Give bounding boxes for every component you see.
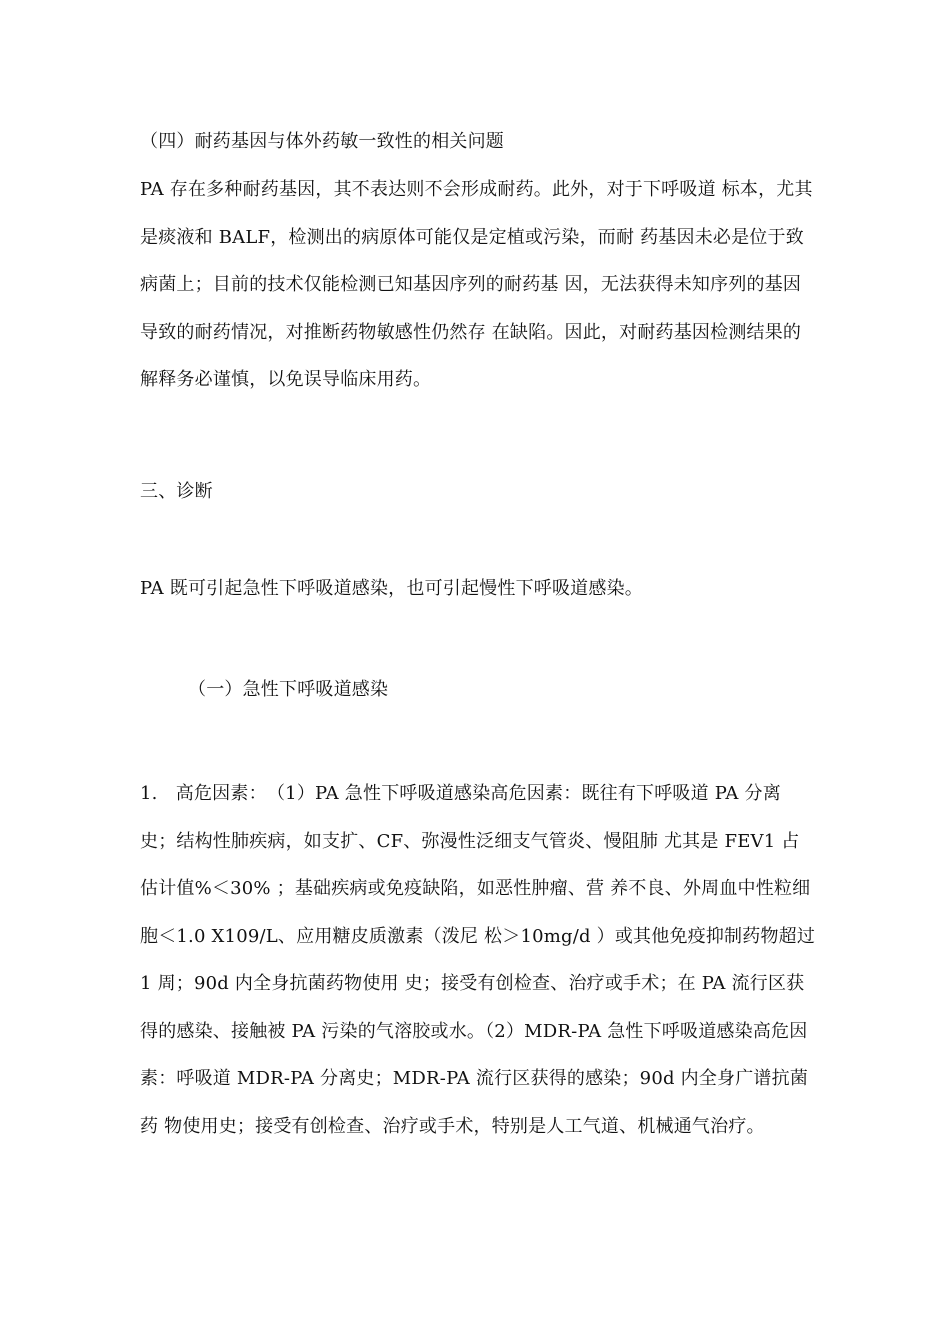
section-3-heading: 三、诊断 <box>140 481 213 502</box>
acute-infection-heading: （一）急性下呼吸道感染 <box>188 679 389 700</box>
risk-factors-paragraph: 1. 高危因素： （1）PA 急性下呼吸道感染高危因素：既往有下呼吸道 PA 分离史；结构性肺疾病，如支扩、CF、弥漫性泛细支气管炎、慢阻肺 尤其是 FEV1 占估计值%＜30% ；基础疾病或免疫缺陷，如恶性肿瘤、营 养不良、外周血中性粒细胞＜1.0 X109/L、应用糖皮质激素（泼尼 松＞10mg/d ）或其他免疫抑制药物超过 1 周；90d 内全身抗菌药物使用 史；接受有创检查、治疗或手术；在 PA 流行区获得的感染、接触被 PA 污染的气溶胶或水。（2）MDR-PA 急性下呼吸道感染高危因素：呼吸道 MDR-PA 分离史；MDR-PA 流行区获得的感染；90d 内全身广谱抗菌药 物使用史；接受有创检查、治疗或手术，特别是人工气道、机械通气治疗。 <box>140 783 816 1137</box>
section-4-heading: （四）耐药基因与体外药敏一致性的相关问题 <box>140 131 504 152</box>
section-4-paragraph: PA 存在多种耐药基因，其不表达则不会形成耐药。此外，对于下呼吸道 标本，尤其是痰液和 BALF，检测出的病原体可能仅是定植或污染，而耐 药基因未必是位于致病菌上；目前的技术仅能检测已知基因序列的耐药基 因，无法获得未知序列的基因导致的耐药情况，对推断药物敏感性仍然存 在缺陷。因此，对耐药基因检测结果的解释务必谨慎，以免误导临床用药。 <box>140 179 813 390</box>
section-3-intro: PA 既可引起急性下呼吸道感染，也可引起慢性下呼吸道感染。 <box>140 578 643 599</box>
